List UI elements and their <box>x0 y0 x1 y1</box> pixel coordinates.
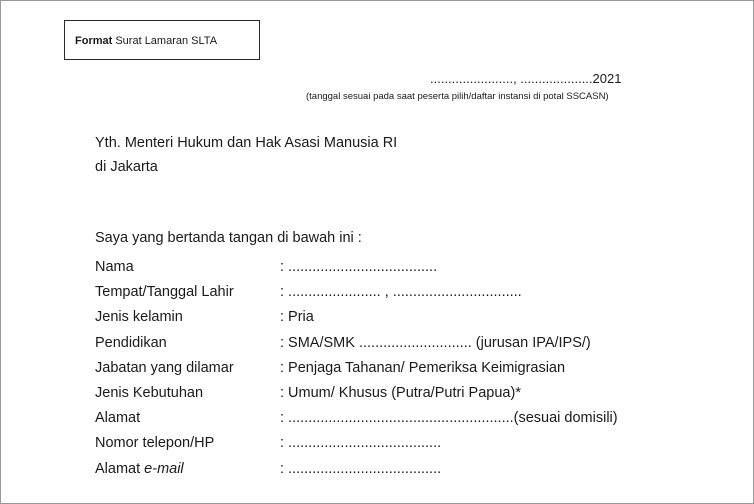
field-label: Tempat/Tanggal Lahir <box>95 284 234 301</box>
field-label: Jabatan yang dilamar <box>95 359 234 376</box>
addressee-line-2: di Jakarta <box>95 159 158 175</box>
field-label-italic: e-mail <box>144 460 184 477</box>
field-label: Pendidikan <box>95 334 167 351</box>
field-value: : Pria <box>280 309 314 326</box>
field-value: : Penjaga Tahanan/ Pemeriksa Keimigrasian <box>280 359 566 376</box>
field-label <box>95 457 184 482</box>
format-title-bold: Format <box>75 35 113 47</box>
format-title-text: Surat Lamaran SLTA <box>115 35 218 47</box>
date-line: ......................., ....................2021 <box>430 71 622 86</box>
field-value: : SMA/SMK ............................ (jurusan IPA/IPS/) <box>280 334 591 351</box>
intro-text: Saya yang bertanda tangan di bawah ini : <box>95 230 362 246</box>
field-value: : ..................................... <box>280 259 438 275</box>
field-label: Nomor telepon/HP <box>95 435 215 452</box>
field-label: Jenis Kebutuhan <box>95 384 204 401</box>
field-label: Nama <box>95 259 134 275</box>
field-value: : ...................................... <box>280 435 442 452</box>
field-label: Jenis kelamin <box>95 309 183 326</box>
format-title-box <box>64 20 260 60</box>
field-value: : Umum/ Khusus (Putra/Putri Papua)* <box>280 384 521 401</box>
addressee-line-1: Yth. Menteri Hukum dan Hak Asasi Manusia RI <box>95 135 398 151</box>
field-value: : ...................................... <box>280 460 442 477</box>
date-note: (tanggal sesuai pada saat peserta pilih/daftar instansi di potal SSCASN) <box>306 91 609 102</box>
addressee <box>95 131 397 179</box>
field-value: : ....................... , ................................ <box>280 284 522 301</box>
field-label: Alamat <box>95 410 141 427</box>
field-label-prefix: Alamat <box>95 460 145 477</box>
field-value: : ........................................................(sesuai domisili) <box>280 410 618 427</box>
